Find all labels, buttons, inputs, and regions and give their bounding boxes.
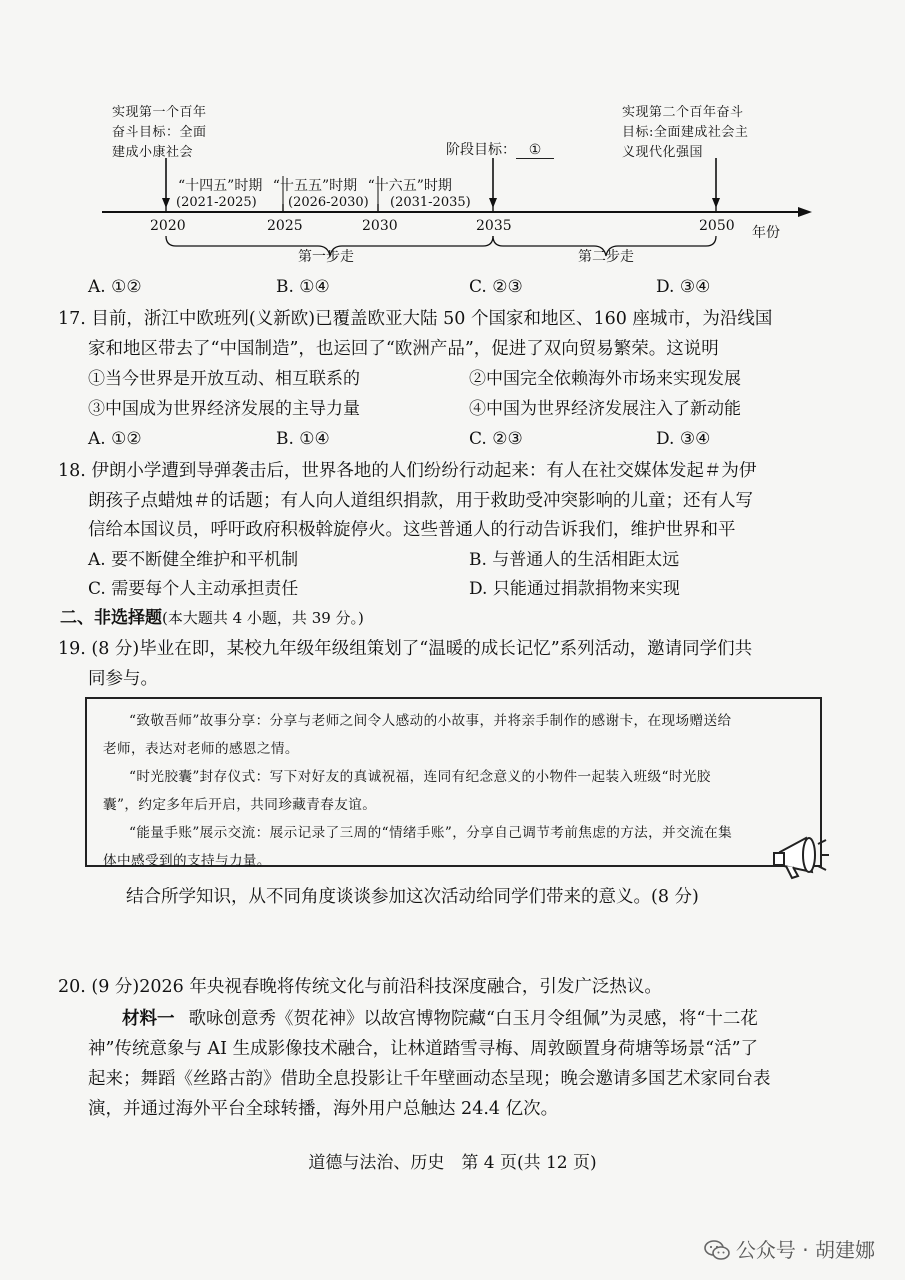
stage-goal: 阶段目标： ① bbox=[446, 139, 554, 159]
q17-item-1: ①当今世界是开放互动、相互联系的 bbox=[88, 369, 360, 389]
watermark: 公众号 · 胡建娜 bbox=[704, 1234, 875, 1263]
megaphone-icon bbox=[772, 832, 832, 884]
q16-option-d: D. ③④ bbox=[656, 277, 711, 297]
right-milestone-note: 实现第二个百年奋斗 目标:全面建成社会主 义现代化强国 bbox=[622, 105, 749, 160]
q16-option-b: B. ①④ bbox=[276, 277, 330, 297]
activity-box: “致敬吾师”故事分享：分享与老师之间令人感动的小故事，并将亲手制作的感谢卡，在现场赠送给 老师，表达对老师的感恩之情。 “时光胶囊”封存仪式：写下对好友的真诚祝福，连同有纪念意义的小物件一起装入班级“时光胶 囊”，约定多年后开启，共同珍藏青春友谊。 “能量手账”展示交流：展示记录了三周的“情绪手账”，分享自己调节考前焦虑的方法，并交流在集 体中感受到的支持与力量。 bbox=[85, 697, 822, 867]
axis-unit: 年份 bbox=[752, 225, 780, 241]
year-2035: 2035 bbox=[476, 218, 512, 234]
q18-option-c: C. 需要每个人主动承担责任 bbox=[88, 579, 299, 599]
page-footer: 道德与法治、历史 第 4 页(共 12 页) bbox=[308, 1153, 597, 1173]
year-2020: 2020 bbox=[150, 218, 186, 234]
year-2050: 2050 bbox=[699, 218, 735, 234]
q17-option-c: C. ②③ bbox=[469, 429, 523, 449]
q16-option-a: A. ①② bbox=[88, 277, 142, 297]
q19-question: 结合所学知识，从不同角度谈谈参加这次活动给同学们带来的意义。(8 分) bbox=[126, 887, 699, 907]
q18-option-b: B. 与普通人的生活相距太远 bbox=[469, 550, 680, 570]
wechat-icon bbox=[704, 1240, 730, 1260]
step-one-label: 第一步走 bbox=[298, 249, 354, 265]
q17-item-2: ②中国完全依赖海外市场来实现发展 bbox=[469, 369, 741, 389]
q18-option-a: A. 要不断健全维护和平机制 bbox=[88, 550, 299, 570]
period-labels: “十四五”时期 “十五五”时期 “十六五”时期 bbox=[178, 178, 452, 194]
material-label: 材料一 bbox=[122, 1009, 175, 1029]
stage-goal-blank: ① bbox=[516, 142, 554, 159]
q17-option-a: A. ①② bbox=[88, 429, 142, 449]
left-milestone-note: 实现第一个百年 奋斗目标：全面 建成小康社会 bbox=[112, 105, 207, 160]
year-2030: 2030 bbox=[362, 218, 398, 234]
timeline-axis bbox=[0, 0, 905, 290]
q17-option-d: D. ③④ bbox=[656, 429, 711, 449]
q17-item-4: ④中国为世界经济发展注入了新动能 bbox=[469, 399, 741, 419]
step-two-label: 第二步走 bbox=[578, 249, 634, 265]
q18-option-d: D. 只能通过捐款捐物来实现 bbox=[469, 579, 680, 599]
year-2025: 2025 bbox=[267, 218, 303, 234]
q17-item-3: ③中国成为世界经济发展的主导力量 bbox=[88, 399, 360, 419]
material-one: 材料一 歌咏创意秀《贺花神》以故宫博物院藏“白玉月令组佩”为灵感，将“十二花 bbox=[122, 1009, 758, 1029]
q17-option-b: B. ①④ bbox=[276, 429, 330, 449]
section-two-heading: 二、非选择题(本大题共 4 小题，共 39 分。) bbox=[60, 608, 364, 628]
q16-option-c: C. ②③ bbox=[469, 277, 523, 297]
